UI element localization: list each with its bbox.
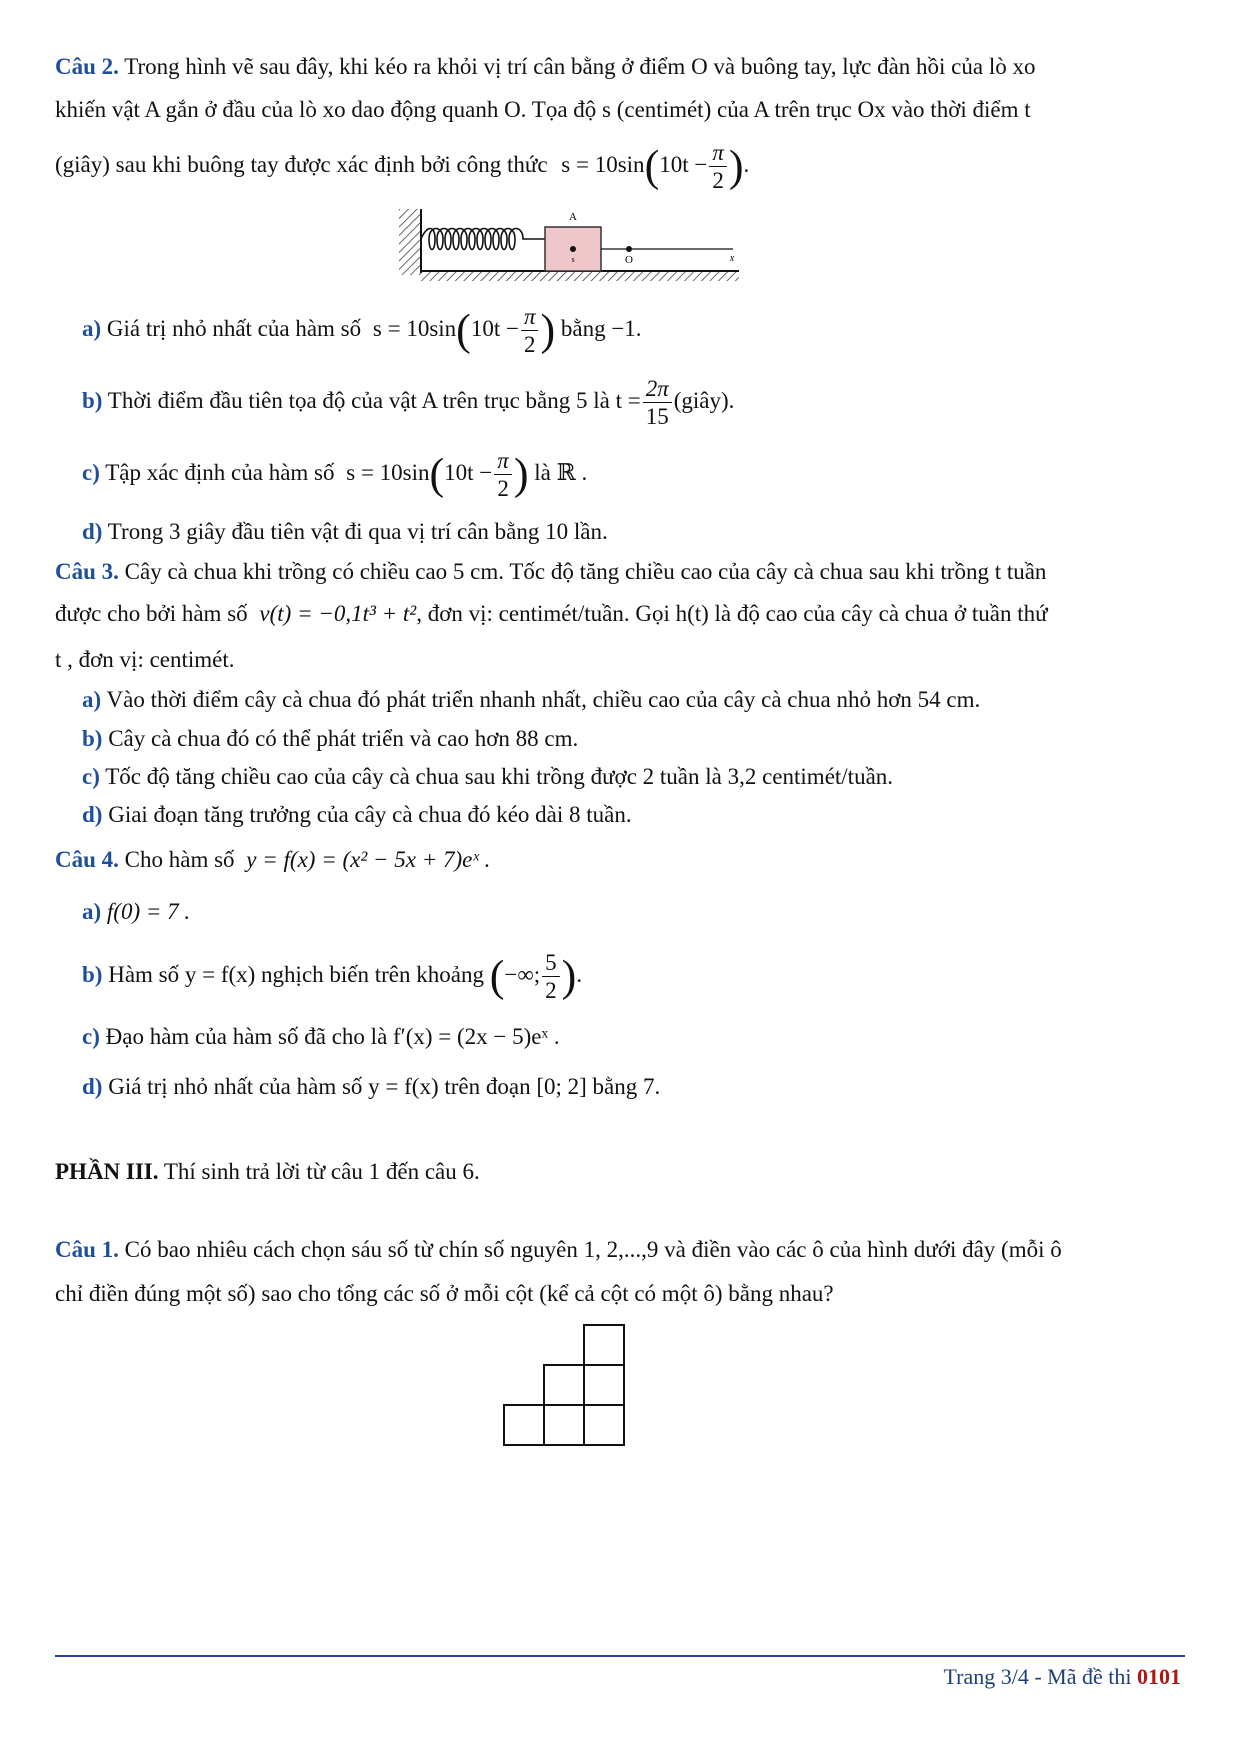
- q4-option-c: c) Đạo hàm của hàm số đã cho là f′(x) = (2x − 5)eˣ .: [82, 1024, 560, 1049]
- q2-d-label: d): [82, 519, 103, 544]
- p3q1-label: Câu 1.: [55, 1237, 119, 1262]
- q3-c-text: Tốc độ tăng chiều cao của cây cà chua sau khi trồng được 2 tuần là 3,2 centimét/tuần.: [105, 764, 894, 789]
- q2-option-b: [82, 376, 734, 428]
- q2-line-2: khiến vật A gắn ở đầu của lò xo dao động quanh O. Tọa độ s (centimét) của A trên trục Ox vào thời điểm t: [55, 97, 1031, 122]
- q4-b-fraction: $\frac{5}{2}$: [542, 951, 560, 1002]
- cell-col3-row2: [584, 1365, 624, 1405]
- q2-c-end: là ℝ .: [534, 460, 588, 485]
- wall-hatch: [399, 209, 421, 275]
- q2-a-text: Giá trị nhỏ nhất của hàm số: [106, 316, 362, 341]
- staircase-grid-figure: [500, 1322, 630, 1450]
- q4-label: Câu 4.: [55, 847, 119, 872]
- q4-c-text: Đạo hàm của hàm số đã cho là f′(x) = (2x − 5)eˣ .: [105, 1024, 560, 1049]
- q2-line-1: [55, 52, 1035, 82]
- q4-option-a: a) f(0) = 7 .: [82, 899, 191, 924]
- p3q1-line1-text: Có bao nhiêu cách chọn sáu số từ chín số nguyên 1, 2,...,9 và điền vào các ô của hình dưới đây (mỗi ô: [118, 1237, 1062, 1262]
- q2-b-text: Thời điểm đầu tiên tọa độ của vật A trên trục bằng 5 là t =: [107, 388, 641, 413]
- q3-velocity-formula: v(t) = −0,1t³ + t²: [259, 601, 417, 626]
- q2-a-label: a): [82, 316, 102, 341]
- q4-option-d: d) Giá trị nhỏ nhất của hàm số y = f(x) trên đoạn [0; 2] bằng 7.: [82, 1074, 661, 1099]
- part3-text: Thí sinh trả lời từ câu 1 đến câu 6.: [158, 1159, 480, 1184]
- q2-line1-text: Trong hình vẽ sau đây, khi kéo ra khỏi vị trí cân bằng ở điểm O và buông tay, lực đàn hồi của lò xo: [118, 54, 1036, 79]
- q2-c-text: Tập xác định của hàm số: [105, 460, 335, 485]
- part3-title: PHẦN III.: [55, 1159, 159, 1184]
- cell-col2-row3: [544, 1405, 584, 1445]
- point-o: [626, 246, 632, 252]
- label-a: A: [569, 211, 577, 223]
- q3-line-3: t , đơn vị: centimét.: [55, 647, 235, 672]
- q3-d-text: Giai đoạn tăng trưởng của cây cà chua đó kéo dài 8 tuần.: [108, 802, 632, 827]
- q2-formula-inner: 10t −: [659, 152, 708, 177]
- q2-fraction: $\frac{\pi}{2}$: [709, 141, 727, 192]
- q2-c-formula: s = 10sin(10t − $\frac{\pi}{2}$ ): [346, 448, 529, 502]
- q3-line-2: [55, 599, 1048, 629]
- q3-line1-text: Cây cà chua khi trồng có chiều cao 5 cm. Tốc độ tăng chiều cao của cây cà chua sau khi trồng t tuần: [118, 559, 1047, 584]
- q3-option-d: d) Giai đoạn tăng trưởng của cây cà chua đó kéo dài 8 tuần.: [82, 802, 632, 827]
- spring-coil: [421, 229, 545, 250]
- q2-line-3: [55, 140, 749, 192]
- q3-option-c: c) Tốc độ tăng chiều cao của cây cà chua sau khi trồng được 2 tuần là 3,2 centimét/tuần.: [82, 764, 894, 789]
- spring-figure: [395, 205, 745, 285]
- q2-c-label: c): [82, 460, 100, 485]
- cell-col2-row2: [544, 1365, 584, 1405]
- q2-b-end: (giây).: [673, 388, 735, 413]
- cell-col3-row1: [584, 1325, 624, 1365]
- q4-option-b: b) Hàm số y = f(x) nghịch biến trên khoảng (−∞; $\frac{5}{2}$ ).: [82, 950, 583, 1004]
- q4-b-interval-left: −∞;: [504, 962, 541, 987]
- q2-b-fraction: $\frac{2\pi}{15}$: [643, 377, 672, 428]
- p3q1-line-2: chỉ điền đúng một số) sao cho tổng các số ở mỗi cột (kể cả cột có một ô) bằng nhau?: [55, 1281, 834, 1306]
- label-o: O: [625, 254, 633, 266]
- q4-a-text: f(0) = 7 .: [106, 899, 191, 924]
- label-s: s: [571, 255, 575, 264]
- q3-option-b: b) Cây cà chua đó có thể phát triển và cao hơn 88 cm.: [82, 726, 579, 751]
- part3-heading: [55, 1157, 480, 1187]
- q2-a-end: bằng −1.: [560, 316, 642, 341]
- q4-text: Cho hàm số: [118, 847, 235, 872]
- q2-formula: s = 10sin(10t − $\frac{\pi}{2}$ ).: [561, 140, 750, 194]
- q3-label: Câu 3.: [55, 559, 119, 584]
- q2-option-c: [82, 448, 587, 500]
- q4-function-formula: y = f(x) = (x² − 5x + 7)eˣ .: [246, 847, 491, 872]
- footer-divider: [55, 1655, 1185, 1657]
- cell-col3-row3: [584, 1405, 624, 1445]
- q2-b-label: b): [82, 388, 103, 413]
- cell-col1-row3: [504, 1405, 544, 1445]
- q3-line2b: , đơn vị: centimét/tuần. Gọi h(t) là độ cao của cây cà chua ở tuần thứ: [416, 601, 1048, 626]
- page-footer: [943, 1664, 1181, 1690]
- q3-line2a: được cho bởi hàm số: [55, 601, 248, 626]
- q2-label: Câu 2.: [55, 54, 119, 79]
- point-s: [570, 246, 576, 252]
- label-x: x: [729, 253, 735, 264]
- p3q1-line-1: [55, 1235, 1062, 1265]
- q2-d-text: Trong 3 giây đầu tiên vật đi qua vị trí cân bằng 10 lần.: [107, 519, 608, 544]
- q2-option-a: [82, 304, 642, 356]
- q4-b-text: Hàm số y = f(x) nghịch biến trên khoảng: [108, 962, 484, 987]
- q3-option-a: a) Vào thời điểm cây cà chua đó phát triển nhanh nhất, chiều cao của cây cà chua nhỏ hơn 54 cm.: [82, 687, 981, 712]
- q2-option-d: [82, 517, 608, 547]
- q3-a-text: Vào thời điểm cây cà chua đó phát triển nhanh nhất, chiều cao của cây cà chua nhỏ hơn 54 cm.: [106, 687, 981, 712]
- exam-code: 0101: [1137, 1664, 1181, 1689]
- floor-hatch: [421, 271, 739, 281]
- q4-line: [55, 845, 490, 875]
- footer-text: Trang 3/4 - Mã đề thi: [943, 1664, 1137, 1689]
- q4-d-text: Giá trị nhỏ nhất của hàm số y = f(x) trên đoạn [0; 2] bằng 7.: [108, 1074, 661, 1099]
- q2-formula-main: s = 10sin: [561, 152, 645, 177]
- q3-line-1: [55, 557, 1046, 587]
- q3-b-text: Cây cà chua đó có thể phát triển và cao hơn 88 cm.: [108, 726, 579, 751]
- q2-a-formula: s = 10sin(10t − $\frac{\pi}{2}$ ): [372, 304, 556, 358]
- q2-line3-text: (giây) sau khi buông tay được xác định bởi công thức: [55, 152, 548, 177]
